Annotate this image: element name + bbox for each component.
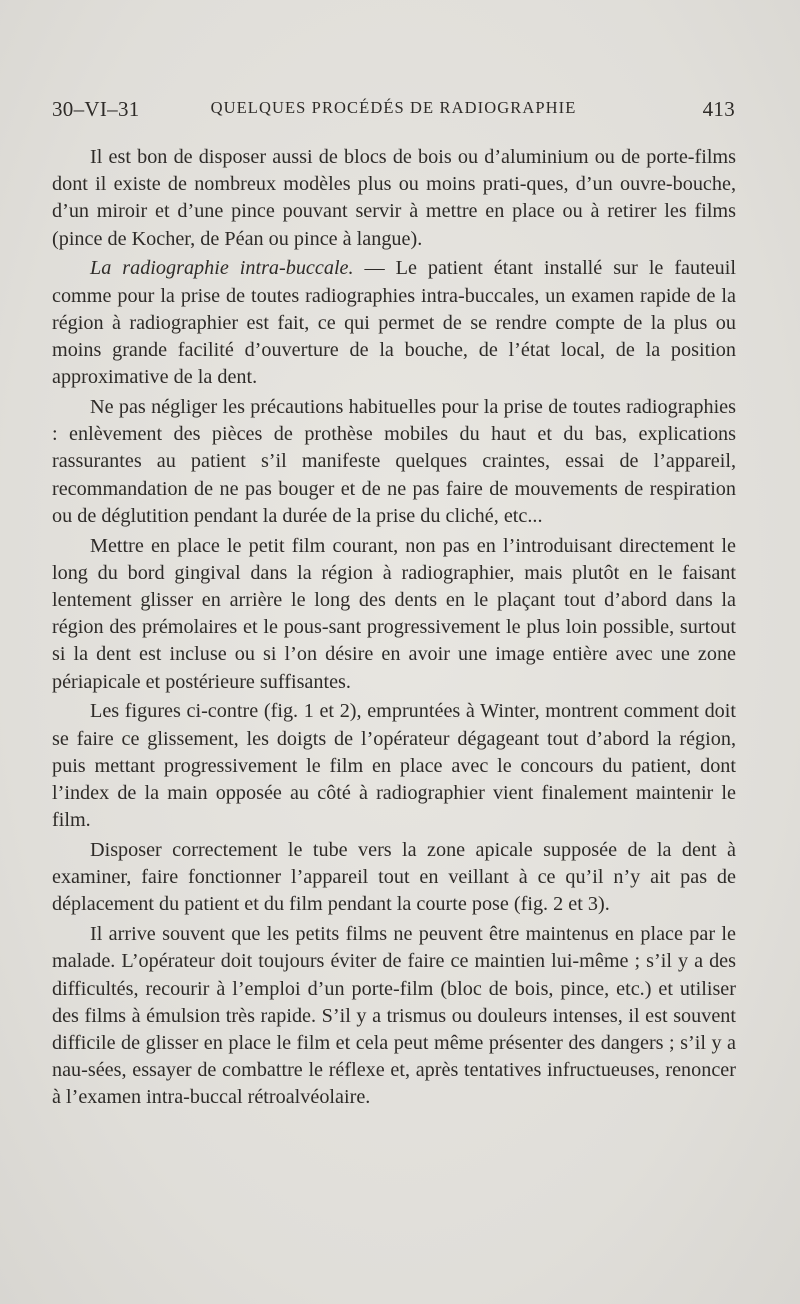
paragraph-7-text: Il arrive souvent que les petits films ne peuvent être maintenus en place par le malade. L’opérateur doit toujours éviter de faire ce maintien lui-même ; s’il y a des difficultés, recourir à l’emploi d’un porte-film (bloc de bois, pince, etc.) et utiliser des films à émulsion très rapide. S’il y a trismus ou douleurs intenses, il est souvent difficile de glisser en place le film et cela peut même présenter des dangers ; s’il y a nau-sées, essayer de combattre le réflexe et, après tentatives infructueuses, renoncer à l’examen intra-buccal rétroalvéolaire. xyxy=(52,923,736,1109)
paragraph-6 xyxy=(52,837,736,919)
paragraph-7 xyxy=(52,921,736,1111)
running-head-date: 30–VI–31 xyxy=(52,97,140,121)
page-number: 413 xyxy=(702,97,735,121)
paragraph-3-text: Ne pas négliger les précautions habituelles pour la prise de toutes radiographies : enlèvement des pièces de prothèse mobiles du haut et du bas, explications rassurantes au patient s’il manifeste quelques craintes, essai de l’appareil, recommandation de ne pas bouger et de ne pas faire de mouvements de respiration ou de déglutition pendant la durée de la prise du cliché, etc... xyxy=(52,396,736,527)
paragraph-1-text: Il est bon de disposer aussi de blocs de bois ou d’aluminium ou de porte-films dont il existe de nombreux modèles plus ou moins prati-ques, d’un ouvre-bouche, d’un miroir et d’une pince pouvant servir à mettre en place ou à retirer les films (pince de Kocher, de Péan ou pince à langue). xyxy=(52,146,736,250)
paragraph-6-text: Disposer correctement le tube vers la zone apicale supposée de la dent à examiner, faire fonctionner l’appareil tout en veillant à ce qu’il n’y ait pas de déplacement du patient et du film pendant la courte pose (fig. 2 et 3). xyxy=(52,839,736,916)
paragraph-4 xyxy=(52,533,736,696)
running-head-title: QUELQUES PROCÉDÉS DE RADIOGRAPHIE xyxy=(210,98,577,117)
paragraph-2-text: — Le patient étant installé sur le fauteuil comme pour la prise de toutes radiographies intra-buccales, un examen rapide de la région à radiographier est fait, ce qui permet de se rendre compte de la plus ou moins grande facilité d’ouverture de la bouche, de l’état local, de la position approximative de la dent. xyxy=(52,257,736,389)
paragraph-2 xyxy=(52,255,736,391)
section-heading: La radiographie intra-buccale. xyxy=(90,257,354,280)
paragraph-5-text: Les figures ci-contre (fig. 1 et 2), empruntées à Winter, montrent comment doit se faire ce glissement, les doigts de l’opérateur dégageant tout d’abord la région, puis mettant progressivement le film en place avec le concours du patient, dont l’index de la main opposée au côté à radiographier vient finalement maintenir le film. xyxy=(52,700,736,832)
running-head xyxy=(52,97,735,127)
paragraph-5 xyxy=(52,698,736,834)
paragraph-3 xyxy=(52,394,736,530)
body-text xyxy=(52,144,736,1114)
paragraph-4-text: Mettre en place le petit film courant, non pas en l’introduisant directement le long du bord gingival dans la région à radiographier, mais plutôt en le faisant lentement glisser en arrière le long des dents en le plaçant tout d’abord dans la région des prémolaires et le pous-sant progressivement le plus loin possible, surtout si la dent est incluse ou si l’on désire en avoir une image entière avec une zone périapicale et postérieure suffisantes. xyxy=(52,534,736,693)
paragraph-1 xyxy=(52,144,736,253)
